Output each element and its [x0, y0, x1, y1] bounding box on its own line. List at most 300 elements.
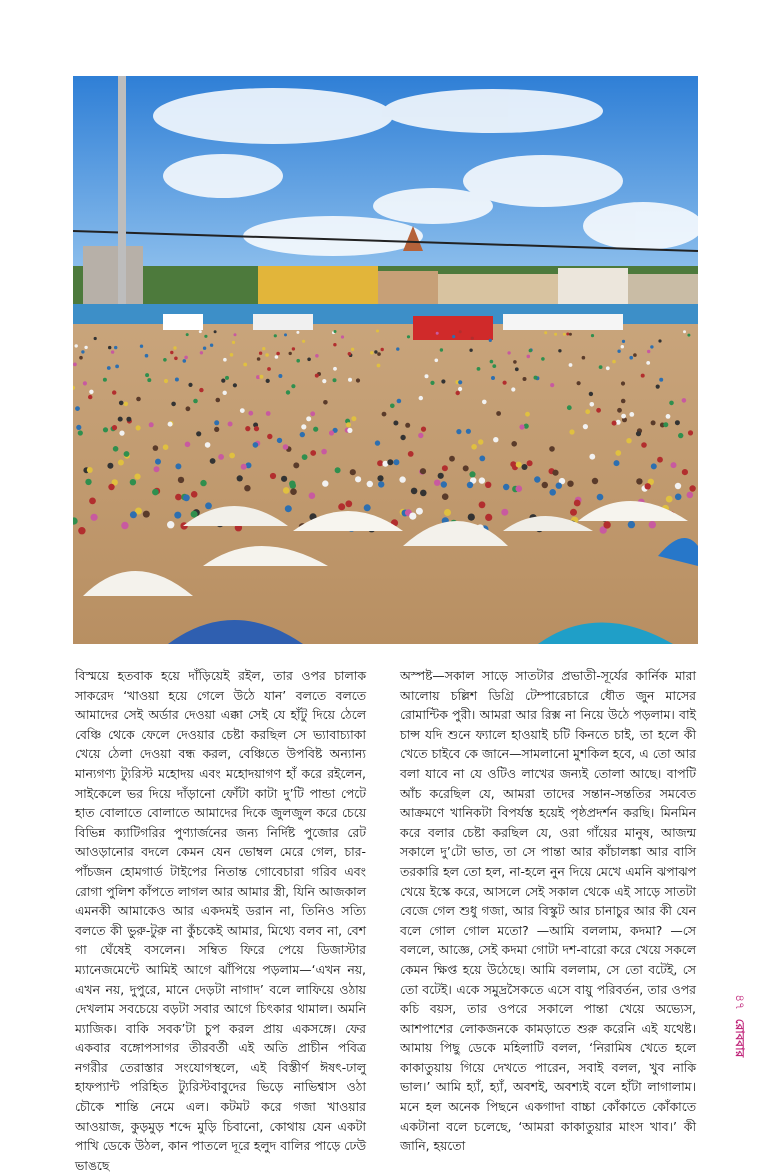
crowd-figure: [103, 378, 107, 382]
crowd-figure: [377, 352, 381, 356]
crowd-figure: [293, 462, 299, 468]
crowd-figure: [214, 427, 219, 432]
crowd-figure: [79, 356, 83, 360]
crowd-figure: [199, 388, 203, 392]
crowd-figure: [468, 514, 475, 521]
crowd-figure: [501, 509, 508, 516]
crowd-figure: [310, 411, 315, 416]
crowd-figure: [622, 340, 625, 343]
crowd-figure: [153, 445, 159, 451]
crowd-figure: [174, 357, 178, 361]
crowd-figure: [458, 380, 462, 384]
crowd-figure: [355, 476, 361, 482]
crowd-figure: [511, 441, 517, 447]
crowd-figure: [393, 421, 398, 426]
crowd-figure: [544, 331, 547, 334]
crowd-figure: [411, 488, 418, 495]
crowd-figure: [477, 367, 481, 371]
crowd-figure: [626, 438, 631, 443]
crowd-figure: [145, 373, 149, 377]
crowd-figure: [519, 424, 524, 429]
crowd-figure: [606, 366, 610, 370]
crowd-figure: [253, 442, 259, 448]
crowd-figure: [126, 417, 131, 422]
crowd-figure: [666, 496, 673, 503]
crowd-figure: [87, 467, 93, 473]
crowd-figure: [522, 464, 528, 470]
crowd-figure: [636, 478, 642, 484]
crowd-figure: [612, 360, 616, 364]
crowd-figure: [267, 434, 272, 439]
crowd-figure: [84, 346, 87, 349]
crowd-figure: [107, 366, 111, 370]
crowd-figure: [397, 399, 402, 404]
crowd-figure: [456, 429, 461, 434]
crowd-figure: [163, 358, 167, 362]
crowd-figure: [277, 438, 282, 443]
crowd-figure: [633, 353, 637, 357]
crowd-figure: [449, 456, 455, 462]
crowd-figure: [675, 494, 682, 501]
crowd-figure: [478, 439, 483, 444]
crowd-figure: [351, 416, 356, 421]
article-right-column: [400, 666, 696, 1156]
crowd-figure: [196, 431, 201, 436]
crowd-figure: [382, 412, 387, 417]
crowd-figure: [233, 383, 237, 387]
crowd-figure: [112, 425, 117, 430]
crowd-figure: [440, 348, 443, 351]
crowd-figure: [658, 339, 661, 342]
crowd-figure: [491, 376, 495, 380]
crowd-figure: [688, 430, 693, 435]
crowd-figure: [479, 477, 485, 483]
crowd-figure: [471, 444, 477, 450]
crowd-figure: [205, 442, 211, 448]
crowd-figure: [136, 425, 141, 430]
crowd-figure: [210, 458, 216, 464]
crowd-figure: [229, 453, 235, 459]
crowd-figure: [171, 402, 176, 407]
crowd-figure: [663, 422, 668, 427]
crowd-figure: [669, 401, 674, 406]
crowd-figure: [315, 354, 319, 358]
left-column-text: বিস্ময়ে হতবাক হয়ে দাঁড়িয়েই রইল, তার ওপর চালাক সাকরেদ ‘খাওয়া হয়ে গেলে উঠে যান’ বলতে বলতে আমাদের সেই অর্ডার দেওয়া এক্কা সেই যে হাঁটু দিয়ে ঠেলে বেঞ্চি থেকে ফেলে দেওয়ার চেষ্টা করছিল সে ভ্যাবাচ্যাকা খেয়ে ঠেলা দেওয়া বন্ধ করল, বেঞ্চিতে উপবিষ্ট অন্যান্য মান্যগণ্য ট্যুরিস্ট মহোদয় এবং মহোদয়াগণ হাঁ করে রইলেন, সাইকেলে ভর দিয়ে দাঁড়ানো ফোঁটা কাটা দু’টি পান্ডা পেটে হাত বোলাতে বোলাতে আমাদের দিকে জুলজুল করে চেয়ে বিভিন্ন ক্যাটিগরির পুণ্যার্জনের জন্য নির্দিষ্ট পুজোর রেট আওড়ানোর বদলে কেমন যেন ভোম্বল মেরে গেল, চার-পাঁচজন হোমগার্ড টাইপের নিতান্ত গোবেচারা গরিব এবং রোগা পুলিশ কাঁপতে লাগল আর আমার স্ত্রী, যিনি আজকাল এমনকী আমাকেও আর একদমই ডরান না, তিনিও সত্যি বলতে কী ভুরু-টুরু না কুঁচকেই আমার, মিথ্যে বলব না, বেশ গা ঘেঁষেই বসলেন। সম্বিত ফিরে পেয়ে ডিজাস্টার ম্যানেজমেন্টে আমিই আগে ঝাঁপিয়ে পড়লাম—‘এখন নয়, এখন নয়, দুপুরে, মানে দেড়টা নাগাদ’ বলে লাফিয়ে ওঠায় দেখলাম সবচেয়ে বড়টা সবার আগে চিৎকার থামাল। অমনি ম্যাজিক। বাকি সবক’টা চুপ করল প্রায় একসঙ্গে। ফের একবার বঙ্গোপসাগর তীরবর্তী এই অতি প্রাচীন পবিত্র নগরীর তেরাস্তার সংযোগস্থলে, এই বিস্তীর্ণ ঈষৎ-ঢালু হাফপ্যান্ট পরিহিত ট্যুরিস্টবাবুদের ভিড়ে নাভিশ্বাস ওঠা চৌকে শান্তি নেমে এল। কটমট করে গজা খাওয়ার আওয়াজ, কুড়মুড় শব্দে মুড়ি চিবানো, কোথায় যেন একটা পাখি ডেকে উঠল, কান পাতলে দূরে হলুদ বালির পাড়ে ঢেউ ভাঙছে: [75, 668, 366, 1173]
crowd-figure: [482, 400, 487, 405]
crowd-figure: [682, 469, 688, 475]
crowd-figure: [292, 347, 295, 350]
crowd-figure: [471, 337, 474, 340]
crowd-figure: [140, 345, 143, 348]
crowd-figure: [73, 363, 77, 367]
crowd-figure: [621, 414, 626, 419]
crowd-figure: [407, 335, 410, 338]
crowd-figure: [289, 481, 295, 487]
crowd-figure: [567, 405, 572, 410]
crowd-figure: [284, 333, 287, 336]
crowd-figure: [416, 508, 423, 515]
crowd-figure: [230, 353, 234, 357]
crowd-figure: [387, 459, 393, 465]
crowd-figure: [350, 469, 356, 475]
crowd-figure: [296, 359, 300, 363]
crowd-figure: [589, 392, 593, 396]
crowd-figure: [145, 354, 149, 358]
crowd-figure: [270, 473, 276, 479]
crowd-figure: [348, 378, 352, 382]
crowd-figure: [503, 484, 509, 490]
crowd-figure: [511, 387, 515, 391]
crowd-figure: [124, 402, 129, 407]
crowd-figure: [569, 363, 573, 367]
crowd-figure: [163, 444, 169, 450]
crowd-figure: [441, 481, 447, 487]
crowd-figure: [390, 404, 395, 409]
right-column-text: অস্পষ্ট—সকাল সাড়ে সাতটার প্রভাতী-সূর্যের কার্নিক মারা আলোয় চল্লিশ ডিগ্রি টেম্পারেচারে ধৌত জুন মাসের রোমান্টিক পুরী। আমরা আর রিক্স না নিয়ে উঠে পড়লাম। বাই চান্স যদি শুনে ফ্যালে হাওয়াই চটি কিনতে চাই, তা হলে কী খেতে চাইবে কে জানে—সামলানো মুশকিল হবে, এ তো আর বলা যাবে না যে ওটিও লাখের জন্যই তোলা আছে। বাপটি আঁচ করেছিল যে, আমরা তাদের সন্তান-সন্ততির সমবেত আক্রমণে খানিকটা বিপর্যস্ত হয়েই পৃষ্ঠপ্রদর্শন করছি। মিনমিন করে বলার চেষ্টা করছিল যে, ওরা গাঁয়ের মানুষ, আজন্ম সকালে দু’টো ভাত, তা সে পান্তা আর কাঁচালঙ্কা আর বাসি তরকারি হল তো হল, না-হলে নুন দিয়ে মেখে এমনি ঝপাঝপ খেয়ে ইস্কে করে, আসলে সেই সকাল থেকে এই সাড়ে সাতটা বেজে গেল শুধু গজা, আর বিস্কুট আর চানাচুর আর কী যেন বলে গোল গোল মতো? —আমি বললাম, কদমা? —সে বললে, আজ্ঞে, সেই কদমা গোটা দশ-বারো করে খেয়ে সকলে কেমন ক্ষিপ্ত হয়ে উঠেছে। আমি বললাম, সে তো বটেই, সে তো বটেই। একে সমুদ্রসৈকতে এসে বায়ু পরিবর্তন, তার ওপর কচি বয়স, তার ওপরে সকালে পান্তা খেয়ে অভ্যেস, আশপাশের লোকজনকে কামড়াতে শুরু করেনি এই যথেষ্ট। আমায় পিছু ডেকে মহিলাটি বলল, ‘নিরামিষ খেতে হলে কাকাতুয়ায় গিয়ে দেখতে পারেন, সবাই বলল, খুব নাকি ভাল।’ আমি হ্যাঁ, হ্যাঁ, অবশই, অবশ্যই বলে হাঁটা লাগালাম। মনে হল অনেক পিছনে একগাদা বাচ্চা কোঁকাতে কোঁকাতে একটানা বলে চলেছে, ‘আমরা কাকাতুয়ার মাংস খাব।’ কী জানি, হয়তো: [400, 668, 696, 1154]
crowd-figure: [155, 459, 161, 465]
crowd-figure: [256, 375, 260, 379]
crowd-figure: [420, 468, 426, 474]
crowd-figure: [283, 444, 289, 450]
crowd-figure: [434, 480, 440, 486]
crowd-figure: [205, 502, 212, 509]
crowd-figure: [134, 474, 140, 480]
crowd-figure: [629, 412, 634, 417]
crowd-figure: [351, 348, 354, 351]
crowd-figure: [75, 406, 80, 411]
crowd-figure: [302, 340, 305, 343]
crowd-figure: [603, 521, 610, 528]
crowd-figure: [175, 494, 182, 501]
crowd-figure: [83, 381, 87, 385]
crowd-figure: [283, 487, 290, 494]
crowd-figure: [149, 422, 154, 427]
crowd-figure: [175, 463, 181, 469]
crowd-figure: [377, 364, 381, 368]
crowd-figure: [108, 484, 114, 490]
crowd-figure: [348, 352, 352, 356]
crowd-figure: [534, 376, 538, 380]
crowd-figure: [646, 361, 650, 365]
crowd-figure: [569, 333, 572, 336]
crowd-figure: [85, 479, 91, 485]
crowd-figure: [266, 379, 270, 383]
crowd-figure: [615, 450, 621, 456]
crowd-figure: [441, 379, 445, 383]
crowd-figure: [234, 333, 237, 336]
crowd-figure: [378, 481, 384, 487]
crowd-figure: [589, 454, 595, 460]
crowd-figure: [675, 420, 680, 425]
crowd-figure: [228, 422, 233, 427]
crowd-figure: [525, 412, 530, 417]
crowd-figure: [121, 522, 128, 529]
crowd-figure: [285, 505, 292, 512]
crowd-figure: [338, 503, 345, 510]
crowd-figure: [456, 391, 460, 395]
crowd-figure: [124, 451, 130, 457]
crowd-figure: [469, 471, 475, 477]
crowd-figure: [490, 360, 494, 364]
crowd-figure: [245, 426, 250, 431]
crowd-figure: [333, 367, 337, 371]
crowd-figure: [621, 381, 625, 385]
magazine-name: রোববার: [733, 1018, 747, 1058]
crowd-figure: [552, 470, 558, 476]
crowd-figure: [218, 454, 224, 460]
crowd-figure: [399, 476, 405, 482]
crowd-figure: [513, 360, 517, 364]
crowd-figure: [185, 442, 191, 448]
crowd-figure: [240, 408, 245, 413]
crowd-figure: [377, 460, 383, 466]
crowd-figure: [154, 466, 160, 472]
crowd-figure: [254, 426, 259, 431]
crowd-figure: [687, 492, 694, 499]
crowd-figure: [523, 377, 527, 381]
crowd-figure: [452, 335, 455, 338]
crowd-figure: [516, 485, 523, 492]
crowd-figure: [225, 376, 229, 380]
crowd-figure: [418, 433, 423, 438]
crowd-figure: [444, 509, 451, 516]
crowd-figure: [118, 460, 124, 466]
crowd-figure: [183, 359, 187, 363]
crowd-figure: [291, 384, 295, 388]
crowd-figure: [683, 330, 686, 333]
crowd-figure: [651, 463, 657, 469]
crowd-figure: [503, 381, 507, 385]
crowd-figure: [458, 387, 462, 391]
crowd-figure: [367, 481, 373, 487]
crowd-figure: [296, 331, 299, 334]
crowd-figure: [322, 379, 326, 383]
crowd-figure: [315, 374, 319, 378]
crowd-figure: [347, 428, 352, 433]
crowd-figure: [274, 334, 277, 337]
crowd-figure: [329, 430, 334, 435]
crowd-figure: [436, 332, 439, 335]
crowd-figure: [466, 429, 471, 434]
crowd-figure: [290, 488, 297, 495]
crowd-figure: [647, 350, 650, 353]
crowd-figure: [174, 512, 181, 519]
crowd-figure: [570, 509, 577, 516]
crowd-figure: [582, 356, 586, 360]
crowd-figure: [300, 432, 305, 437]
crowd-figure: [178, 477, 184, 483]
crowd-figure: [419, 396, 423, 400]
crowd-figure: [479, 501, 486, 508]
crowd-figure: [107, 463, 113, 469]
crowd-figure: [621, 345, 624, 348]
crowd-figure: [232, 341, 235, 344]
crowd-figure: [334, 330, 337, 333]
crowd-figure: [675, 483, 681, 489]
crowd-figure: [527, 460, 533, 466]
crowd-figure: [173, 346, 176, 349]
crowd-figure: [621, 399, 626, 404]
crowd-figure: [113, 446, 119, 452]
crowd-figure: [346, 422, 351, 427]
crowd-figure: [186, 333, 189, 336]
crowd-figure: [641, 374, 645, 378]
crowd-figure: [442, 493, 449, 500]
crowd-figure: [492, 364, 496, 368]
crowd-figure: [266, 411, 271, 416]
crowd-figure: [257, 357, 261, 361]
crowd-figure: [136, 397, 141, 402]
crowd-figure: [377, 475, 383, 481]
crowd-figure: [617, 408, 622, 413]
crowd-figure: [175, 378, 179, 382]
crowd-figure: [463, 465, 469, 471]
crowd-figure: [345, 500, 352, 507]
crowd-figure: [585, 409, 590, 414]
crowd-figure: [188, 383, 192, 387]
crowd-figure: [666, 414, 671, 419]
crowd-figure: [558, 349, 561, 352]
crowd-figure: [516, 462, 522, 468]
crowd-figure: [617, 350, 620, 353]
crowd-figure: [341, 335, 344, 338]
crowd-figure: [147, 378, 151, 382]
crowd-figure: [577, 381, 581, 385]
crowd-figure: [323, 400, 328, 405]
crowd-figure: [569, 429, 574, 434]
crowd-figure: [628, 521, 635, 528]
crowd-figure: [259, 375, 263, 379]
crowd-figure: [313, 427, 318, 432]
crowd-figure: [405, 423, 410, 428]
crowd-figure: [204, 335, 207, 338]
crowd-figure: [629, 356, 633, 360]
crowd-figure: [381, 348, 384, 351]
crowd-figure: [614, 460, 620, 466]
crowd-figure: [130, 479, 136, 485]
crowd-figure: [152, 489, 159, 496]
crowd-figure: [396, 347, 399, 350]
crowd-figure: [286, 390, 290, 394]
crowd-figure: [671, 462, 677, 468]
crowd-figure: [103, 427, 108, 432]
crowd-figure: [186, 406, 191, 411]
crowd-figure: [184, 356, 188, 360]
crowd-figure: [114, 346, 117, 349]
crowd-figure: [493, 437, 498, 442]
crowd-figure: [549, 489, 556, 496]
crowd-figure: [425, 374, 429, 378]
crowd-figure: [119, 431, 124, 436]
crowd-figure: [76, 425, 81, 430]
crowd-figure: [321, 449, 327, 455]
crowd-figure: [199, 330, 202, 333]
crowd-figure: [591, 334, 594, 337]
crowd-figure: [130, 511, 137, 518]
crowd-figure: [645, 483, 651, 489]
crowd-figure: [550, 383, 554, 387]
crowd-figure: [510, 461, 516, 467]
crowd-figure: [527, 355, 531, 359]
crowd-figure: [485, 514, 492, 521]
crowd-figure: [370, 351, 373, 354]
crowd-figure: [408, 451, 414, 457]
crowd-figure: [636, 431, 641, 436]
crowd-figure: [651, 420, 656, 425]
crowd-figure: [656, 385, 660, 389]
crowd-figure: [200, 351, 203, 354]
crowd-figure: [650, 345, 653, 348]
crowd-figure: [435, 359, 439, 363]
crowd-figure: [393, 459, 399, 465]
crowd-figure: [302, 454, 308, 460]
crowd-figure: [430, 381, 434, 385]
crowd-figure: [94, 337, 97, 340]
article-left-column: [75, 666, 366, 1175]
market-square-photo: [73, 76, 698, 644]
page-number: ৪৭: [733, 994, 747, 1010]
crowd-figure: [278, 374, 282, 378]
crowd-figure: [364, 504, 371, 511]
crowd-figure: [168, 422, 173, 427]
crowd-figure: [108, 346, 111, 349]
crowd-figure: [193, 399, 198, 404]
crowd-figure: [687, 334, 690, 337]
crowd-figure: [376, 330, 379, 333]
crowd-figure: [243, 363, 247, 367]
crowd-figure: [276, 352, 280, 356]
crowd-figure: [89, 390, 93, 394]
crowd-figure: [333, 343, 336, 346]
crowd-figure: [275, 355, 279, 359]
crowd-figure: [167, 521, 174, 528]
crowd-figure: [682, 398, 687, 403]
crowd-figure: [420, 490, 427, 497]
crowd-figure: [244, 485, 250, 491]
crowd-figure: [641, 442, 647, 448]
crowd-figure: [599, 365, 603, 369]
crowd-figure: [596, 408, 601, 413]
crowd-figure: [75, 344, 78, 347]
crowd-figure: [164, 379, 168, 383]
crowd-figure: [78, 430, 83, 435]
crowd-figure: [307, 358, 311, 362]
crowd-figure: [216, 398, 221, 403]
crowd-figure: [118, 417, 123, 422]
crowd-figure: [306, 416, 311, 421]
crowd-figure: [289, 352, 292, 355]
crowd-figure: [81, 350, 84, 353]
crowd-figure: [214, 420, 219, 425]
crowd-figure: [210, 344, 213, 347]
crowd-figure: [333, 378, 337, 382]
crowd-figure: [191, 511, 198, 518]
crowd-figure: [335, 467, 341, 473]
crowd-figure: [88, 395, 92, 399]
crowd-figure: [542, 482, 548, 488]
crowd-figure: [590, 402, 595, 407]
crowd-figure: [374, 350, 377, 353]
crowd-figure: [556, 483, 562, 489]
crowd-figure: [301, 424, 306, 429]
crowd-figure: [554, 333, 557, 336]
crowd-figure: [223, 358, 227, 362]
crowd-figure: [191, 491, 198, 498]
crowd-figure: [214, 330, 217, 333]
crowd-figure: [409, 513, 416, 520]
crowd-figure: [143, 511, 150, 518]
crowd-figure: [309, 492, 316, 499]
